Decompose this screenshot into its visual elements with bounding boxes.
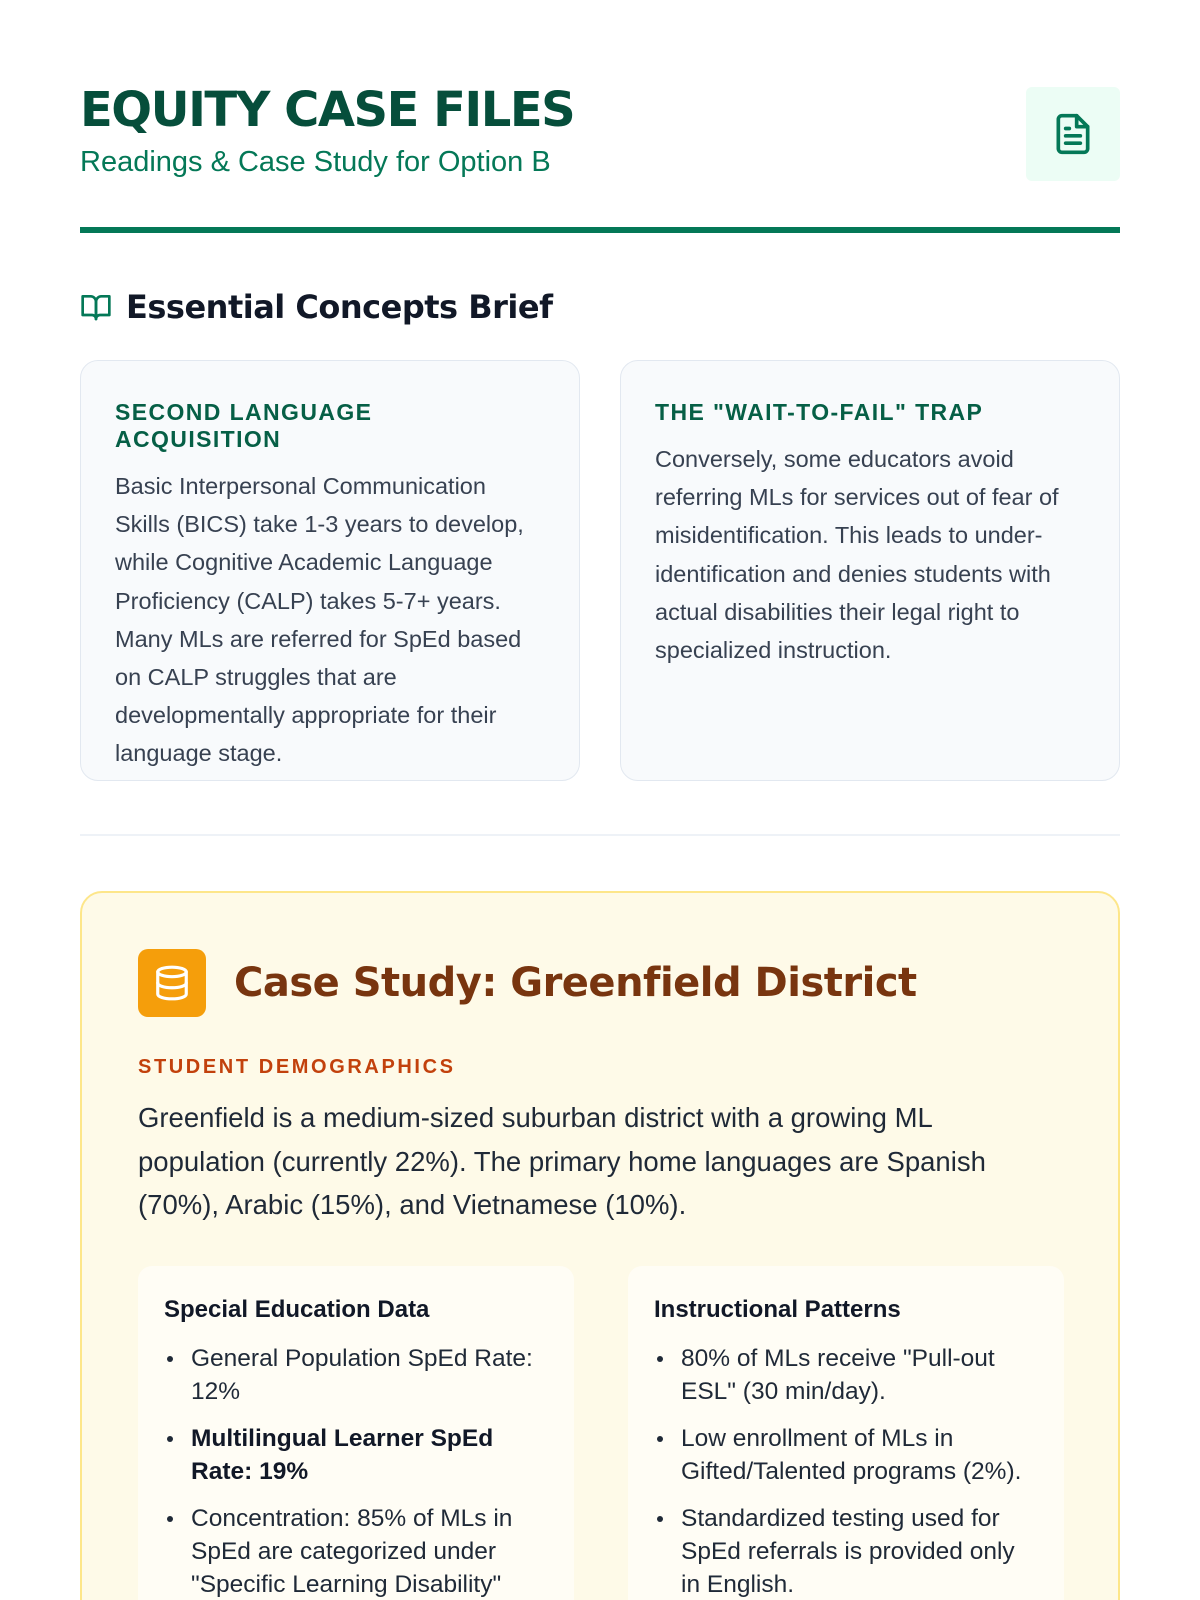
page-title: EQUITY CASE FILES bbox=[80, 82, 575, 138]
document-button[interactable] bbox=[1026, 87, 1120, 181]
list-item: Concentration: 85% of MLs in SpEd are categorized under "Specific Learning Disability" bbox=[164, 1502, 548, 1600]
case-study-panel bbox=[80, 891, 1120, 1600]
instructional-patterns-title: Instructional Patterns bbox=[654, 1296, 901, 1323]
case-study-title: Case Study: Greenfield District bbox=[234, 960, 917, 1006]
sped-data-list bbox=[164, 1342, 548, 1600]
concept-card-body: Basic Interpersonal Communication Skills (BICS) take 1-3 years to develop, while Cognitive Academic Language Proficiency (CALP) takes 5-7+ years. Many MLs are referred for SpEd based on CALP struggles that are developmentally appropriate for their language stage. bbox=[115, 473, 524, 767]
book-open-icon bbox=[80, 291, 112, 323]
concepts-heading-label: Essential Concepts Brief bbox=[126, 288, 553, 326]
list-item: Standardized testing used for SpEd referrals is provided only in English. bbox=[654, 1502, 1038, 1600]
sped-data-box bbox=[138, 1266, 574, 1600]
list-item: General Population SpEd Rate: 12% bbox=[164, 1342, 548, 1408]
sped-data-title: Special Education Data bbox=[164, 1296, 430, 1323]
page-subtitle: Readings & Case Study for Option B bbox=[80, 146, 551, 178]
case-study-header bbox=[138, 949, 917, 1017]
instructional-patterns-box bbox=[628, 1266, 1064, 1600]
list-item: Low enrollment of MLs in Gifted/Talented programs (2%). bbox=[654, 1422, 1038, 1488]
concept-card-title: SECOND LANGUAGE ACQUISITION bbox=[115, 399, 373, 452]
list-item: 80% of MLs receive "Pull-out ESL" (30 min/day). bbox=[654, 1342, 1038, 1408]
list-item: Multilingual Learner SpEd Rate: 19% bbox=[164, 1422, 548, 1488]
page-header bbox=[80, 80, 1120, 230]
database-icon bbox=[153, 964, 191, 1002]
concept-card-wait-to-fail bbox=[620, 360, 1120, 781]
concept-card-body: Conversely, some educators avoid referring MLs for services out of fear of misidentification. This leads to under-identification and denies students with actual disabilities their legal right to specialized instruction. bbox=[655, 446, 1059, 664]
section-divider bbox=[80, 834, 1120, 836]
demographics-label: STUDENT DEMOGRAPHICS bbox=[138, 1056, 456, 1078]
concepts-heading bbox=[80, 288, 552, 326]
instructional-patterns-list bbox=[654, 1342, 1038, 1600]
database-badge bbox=[138, 949, 206, 1017]
demographics-text: Greenfield is a medium-sized suburban district with a growing ML population (currently 22%). The primary home languages are Spanish (70%), Arabic (15%), and Vietnamese (10%). bbox=[138, 1102, 986, 1220]
header-rule bbox=[80, 227, 1120, 233]
document-icon bbox=[1051, 109, 1095, 159]
concept-card-title: THE "WAIT-TO-FAIL" TRAP bbox=[655, 399, 984, 425]
concept-card-sla bbox=[80, 360, 580, 781]
